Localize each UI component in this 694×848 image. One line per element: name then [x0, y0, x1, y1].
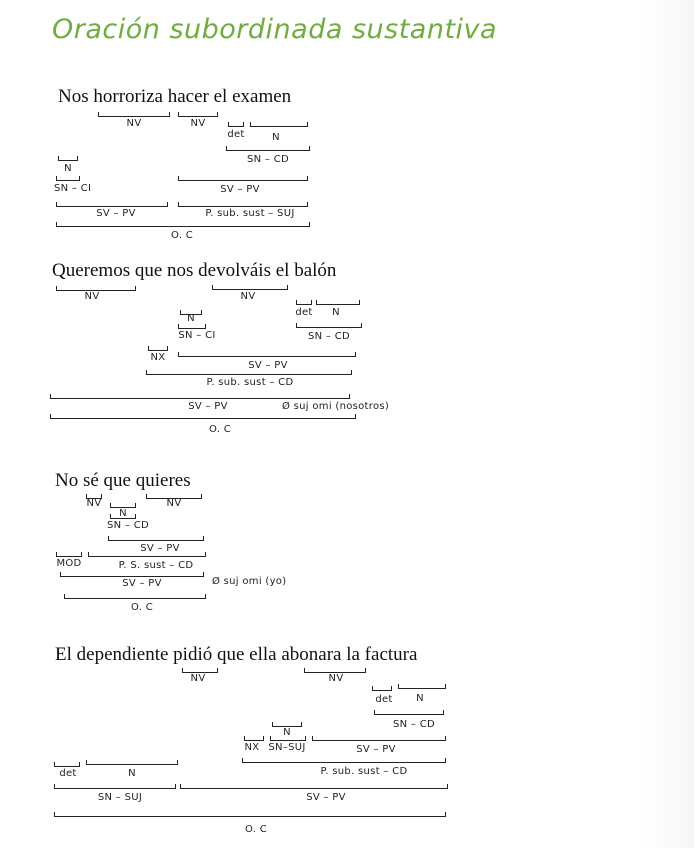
bracket-sv-pv: [50, 394, 350, 399]
label-n-dependiente: N: [128, 768, 136, 779]
bracket-n-examen: [250, 122, 308, 127]
bracket-nv-horroriza: [98, 112, 170, 117]
label-n-que: N: [119, 508, 127, 519]
label-suj-omitido: Ø suj omi (yo): [212, 576, 287, 587]
label-sv-pv-inner: SV – PV: [140, 543, 180, 554]
label-nv-hacer: NV: [190, 118, 206, 129]
label-det-la: det: [375, 694, 393, 705]
bracket-det-el: [296, 300, 312, 305]
label-psub-cd: P. S. sust – CD: [118, 560, 194, 571]
label-n-balon: N: [332, 307, 340, 318]
label-n-factura: N: [416, 693, 424, 704]
bracket-oc: [56, 222, 310, 227]
label-oc: O. C: [130, 602, 154, 613]
bracket-sn-ci: [56, 176, 80, 181]
bracket-n-balon: [316, 300, 360, 305]
bracket-det-el: [228, 122, 244, 127]
bracket-sv-pv-inner: [312, 736, 446, 741]
label-nv-queremos: NV: [84, 291, 100, 302]
bracket-oc: [50, 414, 356, 419]
label-sn-ci: SN – CI: [178, 330, 216, 341]
label-sv-pv: SV – PV: [96, 208, 136, 219]
label-oc: O. C: [244, 824, 268, 835]
sentence-4: El dependiente pidió que ella abonara la factura: [55, 644, 418, 665]
label-sv-pv-inner: SV – PV: [356, 744, 396, 755]
label-nv-horroriza: NV: [126, 118, 142, 129]
label-psub-cd: P. sub. sust – CD: [320, 766, 408, 777]
sentence-3: No sé que quieres: [55, 470, 191, 491]
bracket-n-factura: [398, 684, 446, 689]
label-n-nos: N: [187, 313, 195, 324]
label-nv-quieres: NV: [166, 498, 182, 509]
label-sv-pv-inner: SV – PV: [248, 360, 288, 371]
bracket-oc: [54, 812, 446, 817]
bracket-nv-hacer: [178, 112, 218, 117]
label-suj-omitido: Ø suj omi (nosotros): [282, 401, 390, 412]
label-nv-devolvais: NV: [240, 291, 256, 302]
sentence-1: Nos horroriza hacer el examen: [58, 86, 292, 107]
bracket-n-dependiente: [86, 760, 178, 765]
label-oc: O. C: [208, 424, 232, 435]
label-det-el: det: [295, 307, 313, 318]
label-n-nos: N: [64, 163, 72, 174]
bracket-oc: [64, 594, 206, 599]
bracket-nv-devolvais: [212, 285, 288, 290]
label-det-el: det: [59, 768, 77, 779]
label-det-el: det: [227, 129, 245, 140]
bracket-sn-suj-ella: [270, 736, 306, 741]
bracket-sv-pv-inner: [178, 176, 308, 181]
label-n-examen: N: [272, 132, 280, 143]
bracket-sv-pv: [56, 202, 168, 207]
bracket-sn-cd: [374, 710, 444, 715]
bracket-psub-cd: [88, 552, 206, 557]
label-nv-se: NV: [86, 498, 102, 509]
label-sn-ci: SN – CI: [54, 183, 92, 194]
label-nx-que: NX: [150, 352, 166, 363]
label-oc: O. C: [170, 230, 194, 241]
label-sn-suj: SN – SUJ: [97, 792, 143, 803]
label-nv-pidio: NV: [190, 673, 206, 684]
bracket-det-el: [54, 762, 80, 767]
bracket-mod-no: [56, 552, 82, 557]
label-sv-pv: SV – PV: [122, 578, 162, 589]
label-sv-pv-inner: SV – PV: [220, 184, 260, 195]
label-psub-suj: P. sub. sust – SUJ: [205, 208, 295, 219]
bracket-psub-cd: [242, 758, 446, 763]
label-sv-pv: SV – PV: [306, 792, 346, 803]
bracket-sn-suj: [54, 784, 176, 789]
sentence-2: Queremos que nos devolváis el balón: [52, 260, 337, 281]
label-nx-que: NX: [244, 742, 260, 753]
bracket-sv-pv: [180, 784, 448, 789]
label-sn-cd: SN – CD: [247, 154, 289, 165]
bracket-sv-pv: [60, 572, 204, 577]
label-sv-pv: SV – PV: [188, 401, 228, 412]
bracket-sn-cd-inner: [110, 514, 136, 519]
bracket-sn-ci: [178, 324, 206, 329]
bracket-sv-pv-inner: [108, 536, 204, 541]
label-sn-cd-inner: SN – CD: [107, 520, 149, 531]
label-nv-abonara: NV: [328, 673, 344, 684]
label-sn-cd: SN – CD: [308, 331, 350, 342]
bracket-nx-que: [148, 346, 168, 351]
bracket-nx-que: [244, 736, 264, 741]
label-sn-suj-ella: SN–SUJ: [268, 742, 306, 753]
bracket-psub-suj: [178, 202, 308, 207]
label-n-ella: N: [283, 727, 291, 738]
page-title: Oración subordinada sustantiva: [52, 14, 498, 45]
bracket-sv-pv-inner: [178, 352, 356, 357]
label-psub-cd: P. sub. sust – CD: [206, 377, 294, 388]
bracket-psub-cd: [146, 370, 352, 375]
bracket-sn-cd: [296, 323, 362, 328]
label-mod-no: MOD: [56, 558, 82, 569]
bracket-det-la: [372, 686, 392, 691]
bracket-sn-cd: [226, 146, 310, 151]
label-sn-cd: SN – CD: [393, 719, 435, 730]
bracket-n-nos: [58, 156, 78, 161]
